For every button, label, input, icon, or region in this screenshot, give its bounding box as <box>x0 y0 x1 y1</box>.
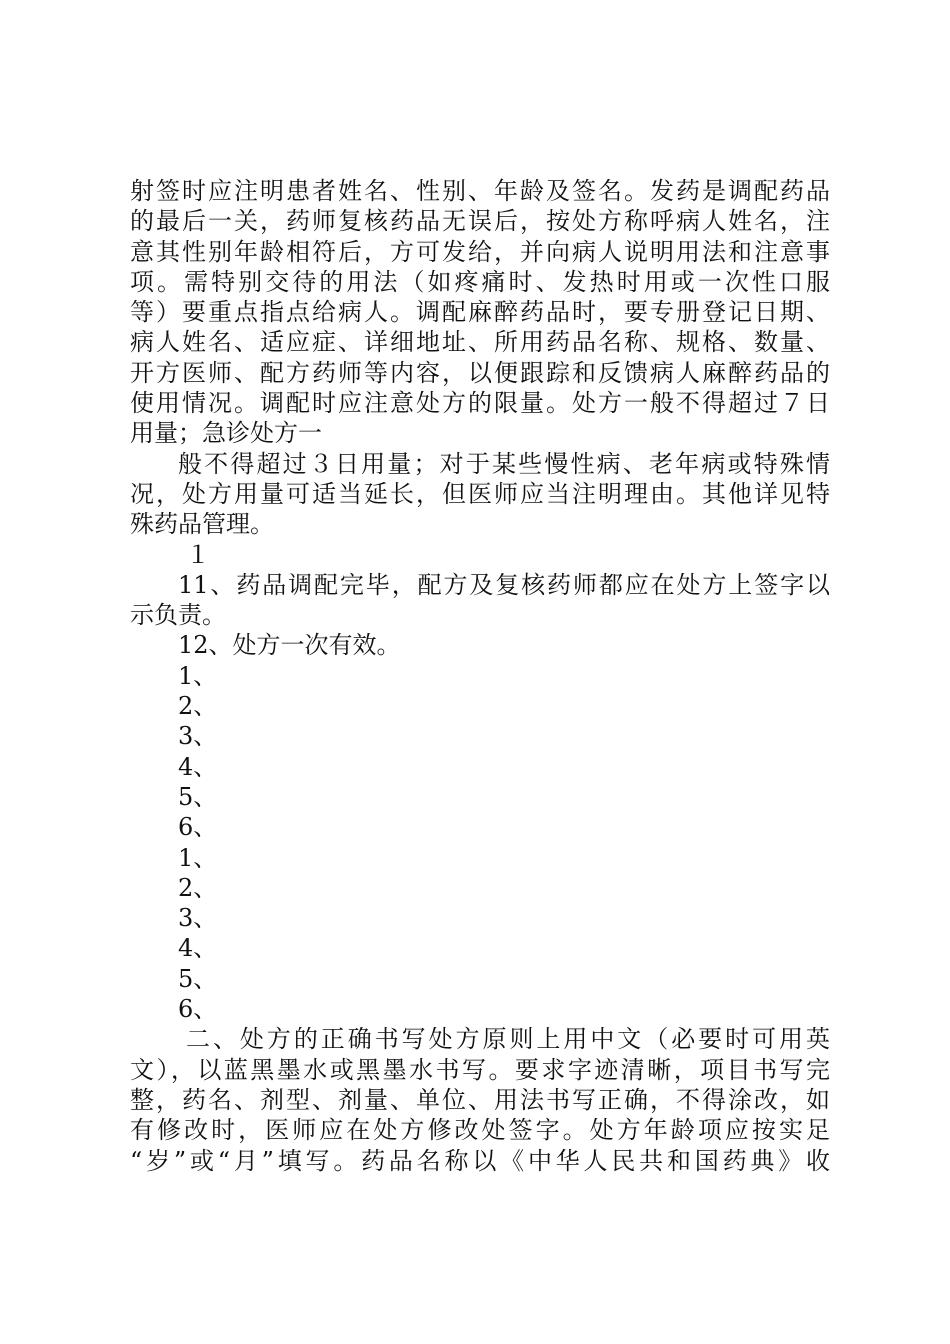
text-line: 意其性别年龄相符后，方可发给，并向病人说明用法和注意事 <box>130 237 830 266</box>
text-line: 项。需特别交待的用法（如疼痛时、发热时用或一次性口服 <box>130 267 830 296</box>
text-line: １ <box>186 540 210 569</box>
list-item: 3、 <box>178 722 218 751</box>
text-line: 使用情况。调配时应注意处方的限量。处方一般不得超过７日 <box>130 389 830 418</box>
text-line: 有修改时，医师应在处方修改处签字。处方年龄项应按实足 <box>130 1116 830 1145</box>
text-line: 12、处方一次有效。 <box>178 631 401 660</box>
text-line: 况，处方用量可适当延长，但医师应当注明理由。其他详见特 <box>130 479 830 508</box>
list-item: 6、 <box>178 813 218 842</box>
text-line: 二、处方的正确书写处方原则上用中文（必要时可用英 <box>186 1025 830 1054</box>
text-line: 示负责。 <box>130 601 226 630</box>
list-item: 6、 <box>178 995 218 1024</box>
list-item: 1、 <box>178 843 218 872</box>
paragraph-item-11 <box>130 570 830 631</box>
list-item: 3、 <box>178 904 218 933</box>
list-item: 5、 <box>178 964 218 993</box>
text-line: 整，药名、剂型、剂量、单位、用法书写正确，不得涂改，如 <box>130 1085 830 1114</box>
list-item: 2、 <box>178 692 218 721</box>
list-item: 1、 <box>178 661 218 690</box>
numbered-list-b <box>130 843 830 1025</box>
text-line: 病人姓名、适应症、详细地址、所用药品名称、规格、数量、 <box>130 328 830 357</box>
document-body <box>130 176 830 1176</box>
text-line: 用量；急诊处方一 <box>130 419 322 448</box>
paragraph-dosage-limit <box>130 449 830 540</box>
text-line: 11、药品调配完毕，配方及复核药师都应在处方上签字以 <box>178 570 830 599</box>
list-item: 4、 <box>178 934 218 963</box>
text-line: 开方医师、配方药师等内容，以便跟踪和反馈病人麻醉药品的 <box>130 358 830 387</box>
paragraph-dispensing-rules <box>130 176 830 449</box>
text-line: 文），以蓝黑墨水或黑墨水书写。要求字迹清晰，项目书写完 <box>130 1055 830 1084</box>
text-line: “岁”或“月”填写。药品名称以《中华人民共和国药典》收 <box>130 1146 830 1175</box>
text-line: 殊药品管理。 <box>130 510 274 539</box>
list-item: 5、 <box>178 782 218 811</box>
section-prescription-writing <box>130 1024 830 1175</box>
list-item: 4、 <box>178 752 218 781</box>
text-line: 的最后一关，药师复核药品无误后，按处方称呼病人姓名，注 <box>130 207 830 236</box>
numbered-list-a <box>130 661 830 843</box>
page-number <box>130 540 830 570</box>
list-item: 2、 <box>178 873 218 902</box>
text-line: 射签时应注明患者姓名、性别、年龄及签名。发药是调配药品 <box>130 177 830 205</box>
text-line: 等）要重点指点给病人。调配麻醉药品时，要专册登记日期、 <box>130 298 830 327</box>
text-line: 般不得超过３日用量；对于某些慢性病、老年病或特殊情 <box>178 449 830 478</box>
paragraph-item-12 <box>130 630 830 660</box>
